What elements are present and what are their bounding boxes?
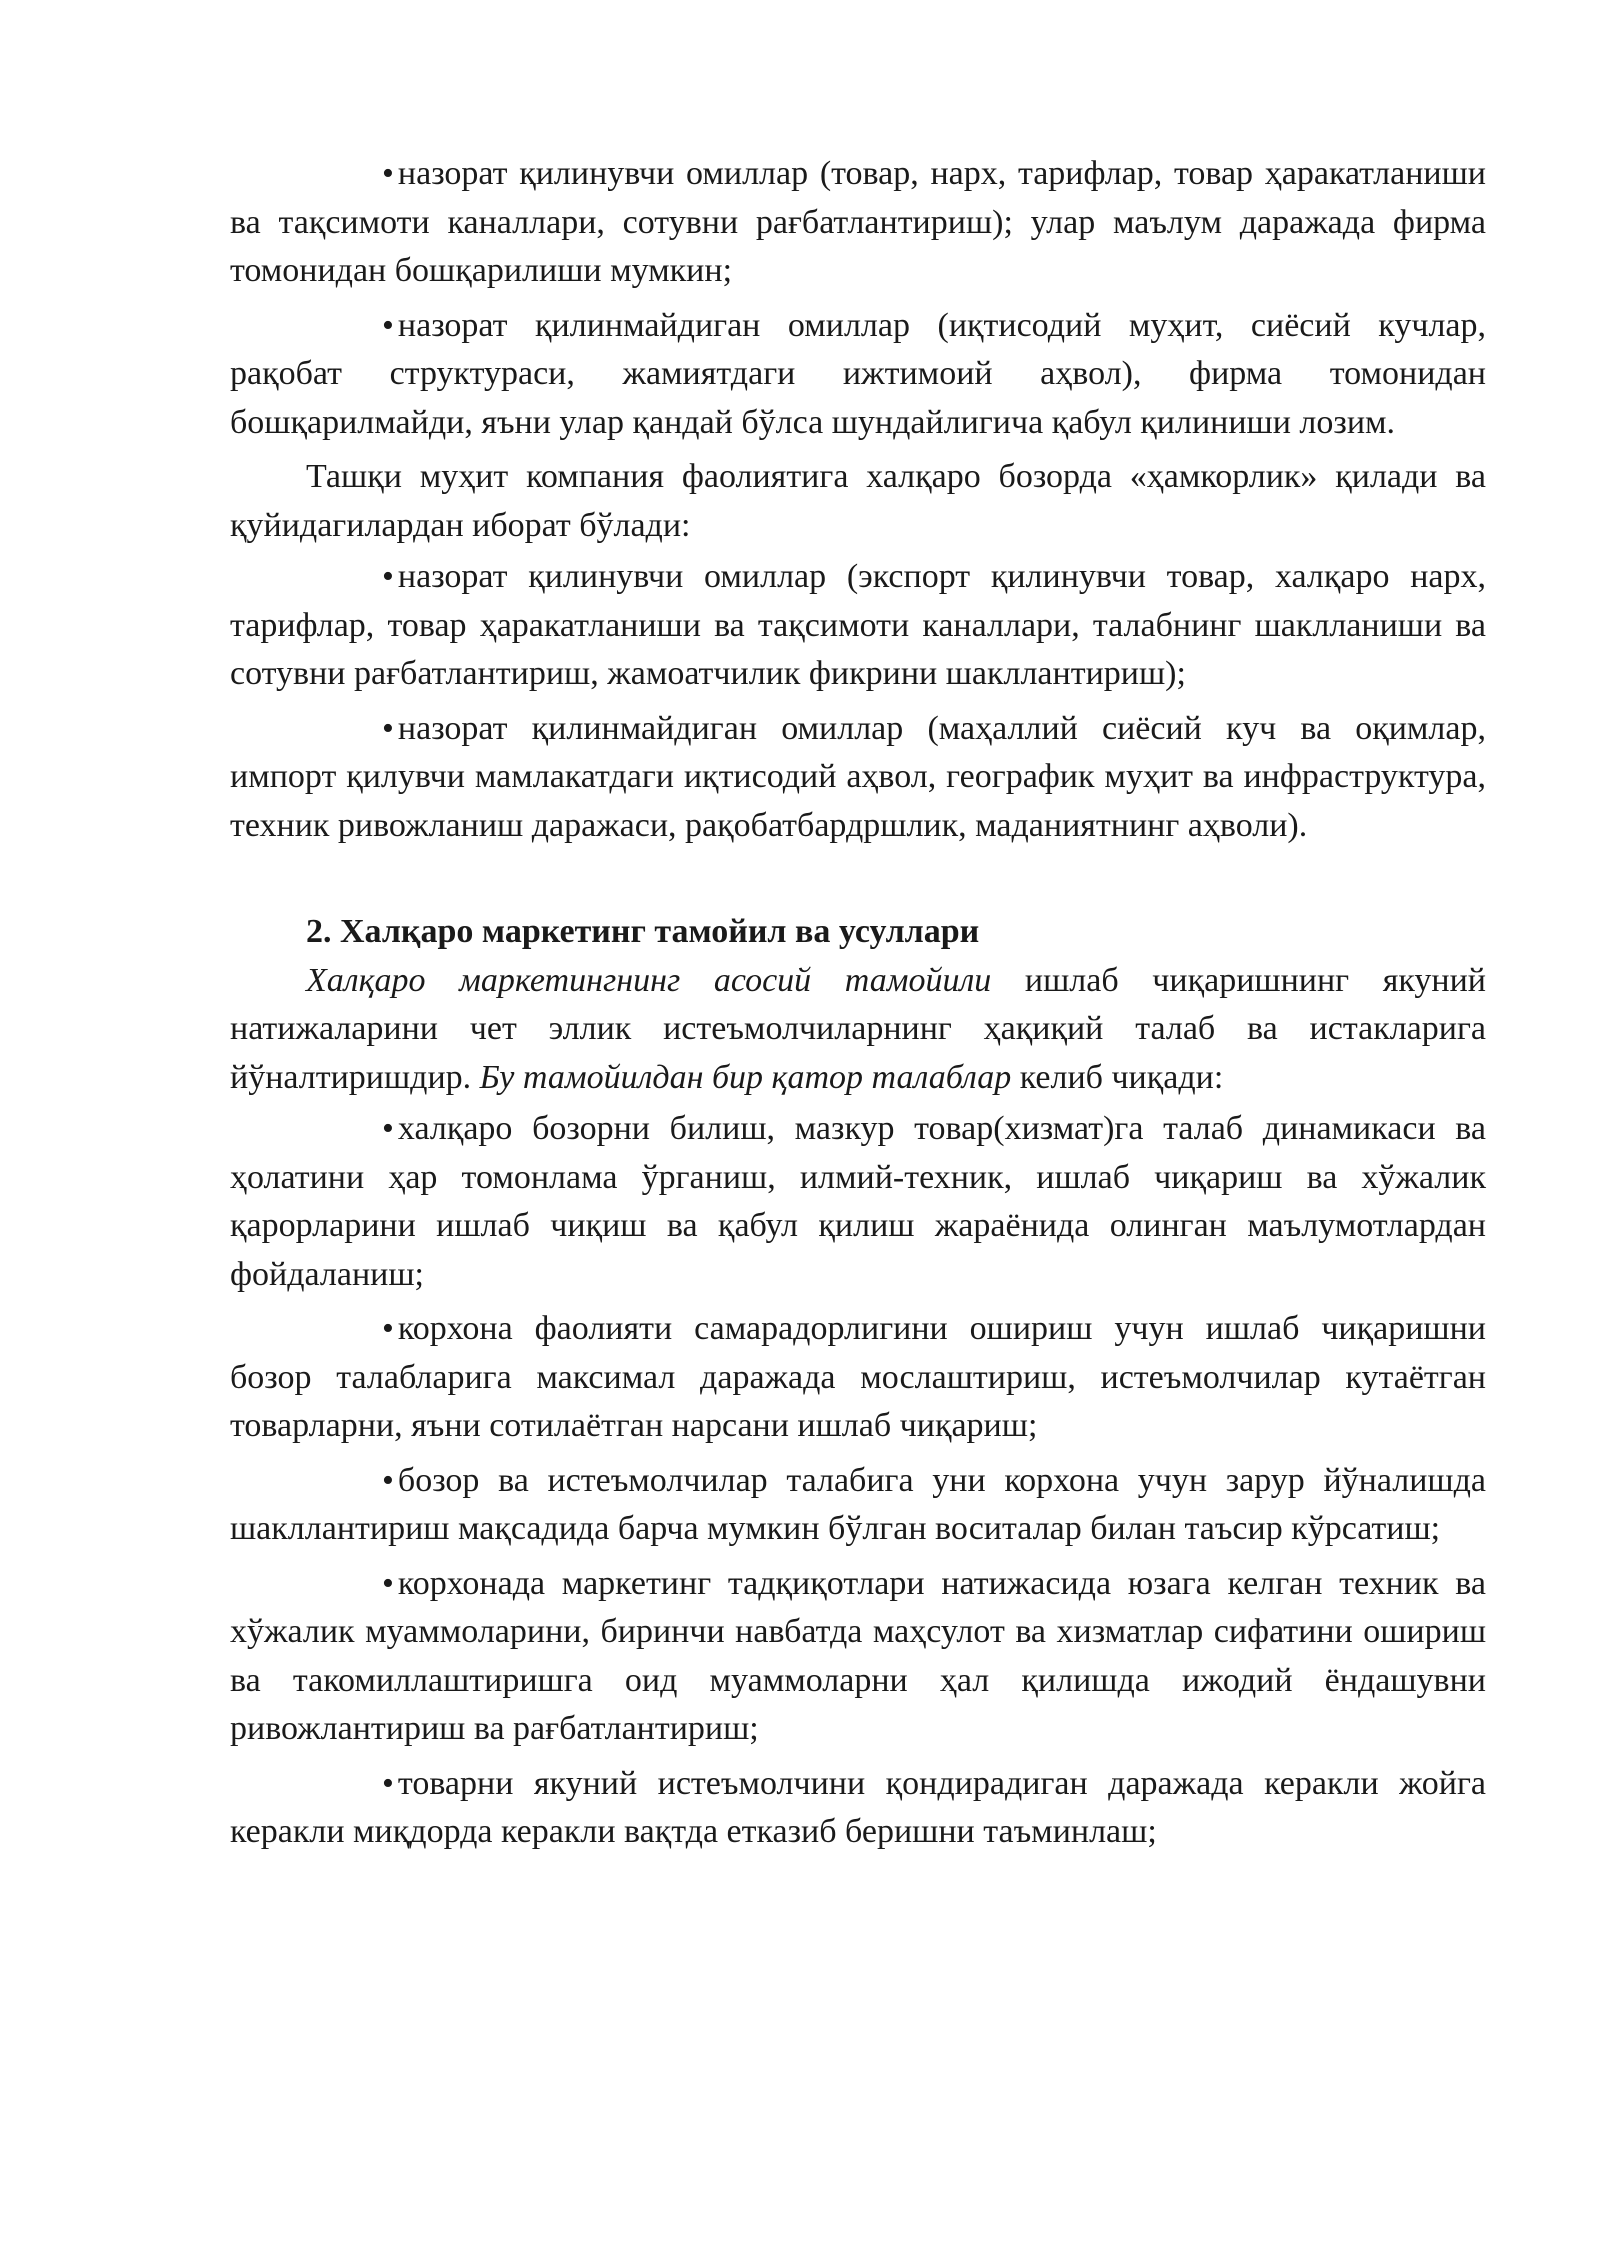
paragraph-text: назорат қилинувчи омиллар (товар, нарх, тарифлар, товар ҳаракатланиши ва тақсимоти каналлари, сотувни рағбатлантириш); улар маълум даражада фирма томонидан бошқарилиши мумкин;	[230, 155, 1486, 289]
intro-paragraph	[230, 957, 1486, 1103]
bullet-icon: •	[382, 306, 394, 344]
bullet-paragraph	[230, 1560, 1486, 1754]
bullet-icon: •	[382, 558, 394, 595]
paragraph	[230, 453, 1486, 550]
paragraph-text: назорат қилинмайдиган омиллар (иқтисодий муҳит, сиёсий кучлар, рақобат структураси, жамиятдаги ижтимоий аҳвол), фирма томонидан бошқарилмайди, яъни улар қандай бўлса шундайлигича қабул қилиниши лозим.	[230, 306, 1486, 441]
paragraph-text: назорат қилинувчи омиллар (экспорт қилинувчи товар, халқаро нарх, тарифлар, товар ҳаракатланиши ва тақсимоти каналлари, талабнинг шаклланиши ва сотувни рағбатлантириш, жамоатчилик фикрини шакллантириш);	[230, 558, 1486, 692]
paragraph-text: назорат қилинмайдиган омиллар (маҳаллий сиёсий куч ва оқимлар, импорт қилувчи мамлакатдаги иқтисодий аҳвол, географик муҳит ва инфраструктура, техник ривожланиш даражаси, рақобатбардршлик, маданиятнинг аҳволи).	[230, 709, 1486, 844]
bullet-icon: •	[382, 155, 394, 192]
paragraph-text: бозор ва истеъмолчилар талабига уни корхона учун зарур йўналишда шакллантириш мақсадида барча мумкин бўлган воситалар билан таъсир кўрсатиш;	[230, 1461, 1486, 1547]
document-page	[230, 150, 1486, 1863]
bullet-paragraph	[230, 553, 1486, 699]
bullet-icon: •	[382, 1461, 394, 1499]
bullet-icon: •	[382, 709, 394, 747]
paragraph-text: халқаро бозорни билиш, мазкур товар(хизмат)га талаб динамикаси ва ҳолатини ҳар томонлама ўрганиш, илмий-техник, ишлаб чиқариш ва хўжалик қарорларини ишлаб чиқиш ва қабул қилиш жараёнида олинган маълумотлардан фойдаланиш;	[230, 1110, 1486, 1293]
intro-text-end: келиб чиқади:	[1011, 1058, 1224, 1096]
intro-italic-requirements: Бу тамойилдан бир қатор талаблар	[479, 1058, 1012, 1096]
paragraph-text: корхонада маркетинг тадқиқотлари натижасида юзага келган техник ва хўжалик муаммоларини, биринчи навбатда маҳсулот ва хизматлар сифатини ошириш ва такомиллаштиришга оид муаммоларни ҳал қилишда ижодий ёндашувни ривожлантириш ва рағбатлантириш;	[230, 1564, 1486, 1747]
intro-text: ишлаб чиқаришнинг якуний натижаларини чет эллик истеъмолчиларнинг ҳақиқий талаб ва истакларига йўналтиришдир.	[230, 961, 1486, 1096]
intro-italic-principle: Халқаро маркетингнинг асосий тамойили	[306, 961, 992, 999]
bullet-paragraph	[230, 150, 1486, 296]
bullet-icon: •	[382, 1110, 394, 1147]
paragraph-text: товарни якуний истеъмолчини қондирадиган даражада керакли жойга керакли миқдорда керакли вақтда етказиб беришни таъминлаш;	[230, 1764, 1486, 1850]
bullet-paragraph	[230, 302, 1486, 448]
bullet-icon: •	[382, 1564, 394, 1602]
section-spacer	[230, 856, 1486, 908]
bullet-icon: •	[382, 1764, 394, 1802]
bullet-paragraph	[230, 705, 1486, 851]
bullet-paragraph	[230, 1457, 1486, 1554]
paragraph-text: Ташқи муҳит компания фаолиятига халқаро бозорда «ҳамкорлик» қилади ва қуйидагилардан иборат бўлади:	[230, 458, 1486, 544]
bullet-paragraph	[230, 1105, 1486, 1299]
bullet-paragraph	[230, 1305, 1486, 1451]
paragraph-text: корхона фаолияти самарадорлигини ошириш учун ишлаб чиқаришни бозор талабларига максимал даражада мослаштириш, истеъмолчилар кутаётган товарларни, яъни сотилаётган нарсани ишлаб чиқариш;	[230, 1310, 1486, 1444]
section-heading: 2. Халқаро маркетинг тамойил ва усуллари	[306, 913, 980, 950]
bullet-icon: •	[382, 1310, 394, 1347]
bullet-paragraph	[230, 1760, 1486, 1857]
